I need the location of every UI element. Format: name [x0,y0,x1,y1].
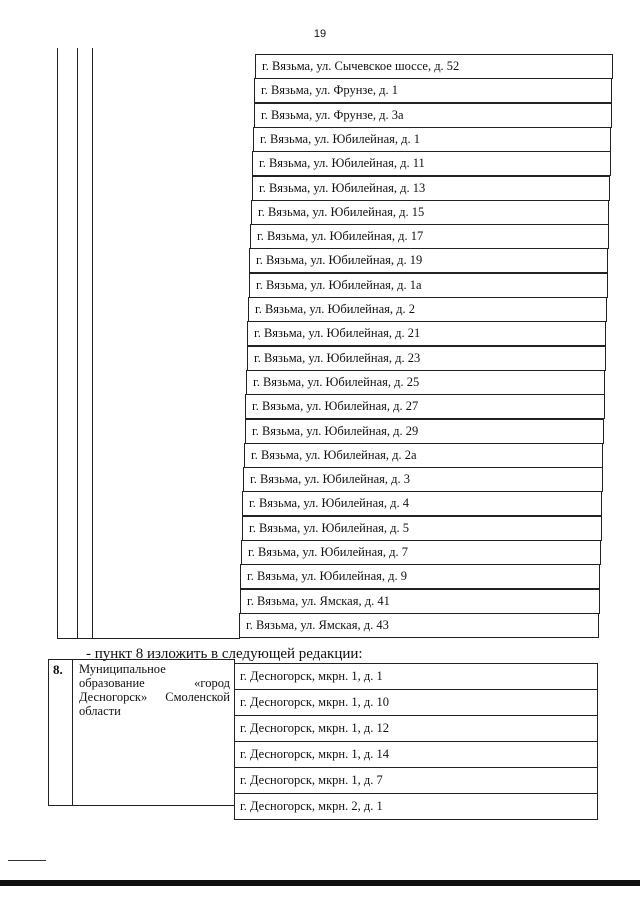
municipality-address-row [234,741,598,768]
address-text: г. Десногорск, мкрн. 2, д. 1 [240,799,383,813]
municipality-name-line [79,690,230,704]
address-text: г. Вязьма, ул. Юбилейная, д. 1 [260,132,420,146]
address-row [243,467,603,492]
address-text: г. Вязьма, ул. Юбилейная, д. 2а [251,448,417,462]
municipality-name-word: «город [194,676,230,690]
address-row [252,151,611,176]
address-text: г. Вязьма, ул. Юбилейная, д. 3 [250,472,410,486]
scan-edge-bar [0,880,640,886]
address-row [248,297,607,322]
address-text: г. Вязьма, ул. Ямская, д. 43 [246,618,389,632]
address-text: г. Десногорск, мкрн. 1, д. 10 [240,695,389,709]
address-row [245,394,605,419]
address-row [245,419,604,444]
page-number: 19 [313,28,327,40]
municipality-address-row [234,793,598,820]
row-number-cell [48,659,73,806]
address-row [255,54,613,79]
address-row [254,78,612,103]
address-text: г. Вязьма, ул. Юбилейная, д. 7 [248,545,408,559]
table-number-column-border [77,48,78,638]
address-text: г. Вязьма, ул. Юбилейная, д. 19 [256,253,423,267]
address-row [250,224,609,249]
address-row [242,516,602,541]
municipality-name-word: образование [79,676,145,690]
address-row [249,248,608,273]
municipality-address-row [234,663,598,690]
address-text: г. Вязьма, ул. Юбилейная, д. 13 [259,181,426,195]
table-left-border [57,48,58,638]
table-name-column-border [92,48,93,638]
address-text: г. Вязьма, ул. Юбилейная, д. 5 [249,521,409,535]
address-row [252,176,610,201]
address-text: г. Вязьма, ул. Сычевское шоссе, д. 52 [262,59,460,73]
address-row [253,127,611,152]
address-row [246,370,605,395]
address-row [251,200,609,225]
address-text: г. Вязьма, ул. Юбилейная, д. 2 [255,302,415,316]
municipality-address-row [234,689,598,716]
address-row [241,540,601,565]
municipality-address-row [234,767,598,794]
address-row [240,589,600,614]
address-text: г. Вязьма, ул. Юбилейная, д. 25 [253,375,420,389]
footnote-separator [8,860,46,861]
address-text: г. Вязьма, ул. Юбилейная, д. 15 [258,205,425,219]
address-text: г. Вязьма, ул. Юбилейная, д. 11 [259,156,425,170]
address-text: г. Вязьма, ул. Юбилейная, д. 9 [247,569,407,583]
address-text: г. Вязьма, ул. Ямская, д. 41 [247,594,390,608]
address-text: г. Десногорск, мкрн. 1, д. 1 [240,669,383,683]
address-row [242,491,602,516]
address-row [247,321,606,346]
address-row [254,103,612,128]
address-text: г. Вязьма, ул. Юбилейная, д. 21 [254,326,421,340]
address-row [244,443,603,468]
municipality-name-line [79,662,230,676]
address-row [249,273,608,298]
address-text: г. Вязьма, ул. Юбилейная, д. 27 [252,399,419,413]
row-number: 8. [53,662,63,677]
address-text: г. Вязьма, ул. Юбилейная, д. 1а [256,278,422,292]
municipality-name-word: Смоленской [165,690,230,704]
table-bottom-border [57,638,240,639]
amendment-instruction: - пункт 8 изложить в следующей редакции: [86,646,363,662]
municipality-name-word: области [79,704,121,718]
municipality-name-word: Десногорск» [79,690,148,704]
address-row [247,346,606,371]
address-text: г. Вязьма, ул. Фрунзе, д. 3а [261,108,404,122]
municipality-address-row [234,715,598,742]
municipality-name-line [79,676,230,690]
municipality-name-line [79,704,230,718]
municipality-name-cell [72,659,235,806]
municipality-name-word: Муниципальное [79,662,166,676]
address-text: г. Вязьма, ул. Юбилейная, д. 23 [254,351,421,365]
address-text: г. Вязьма, ул. Юбилейная, д. 4 [249,496,409,510]
address-text: г. Вязьма, ул. Фрунзе, д. 1 [261,83,398,97]
address-text: г. Десногорск, мкрн. 1, д. 14 [240,747,389,761]
address-text: г. Вязьма, ул. Юбилейная, д. 29 [252,424,419,438]
address-text: г. Десногорск, мкрн. 1, д. 12 [240,721,389,735]
address-row [240,564,600,589]
address-row [239,613,599,638]
address-text: г. Вязьма, ул. Юбилейная, д. 17 [257,229,424,243]
address-text: г. Десногорск, мкрн. 1, д. 7 [240,773,383,787]
